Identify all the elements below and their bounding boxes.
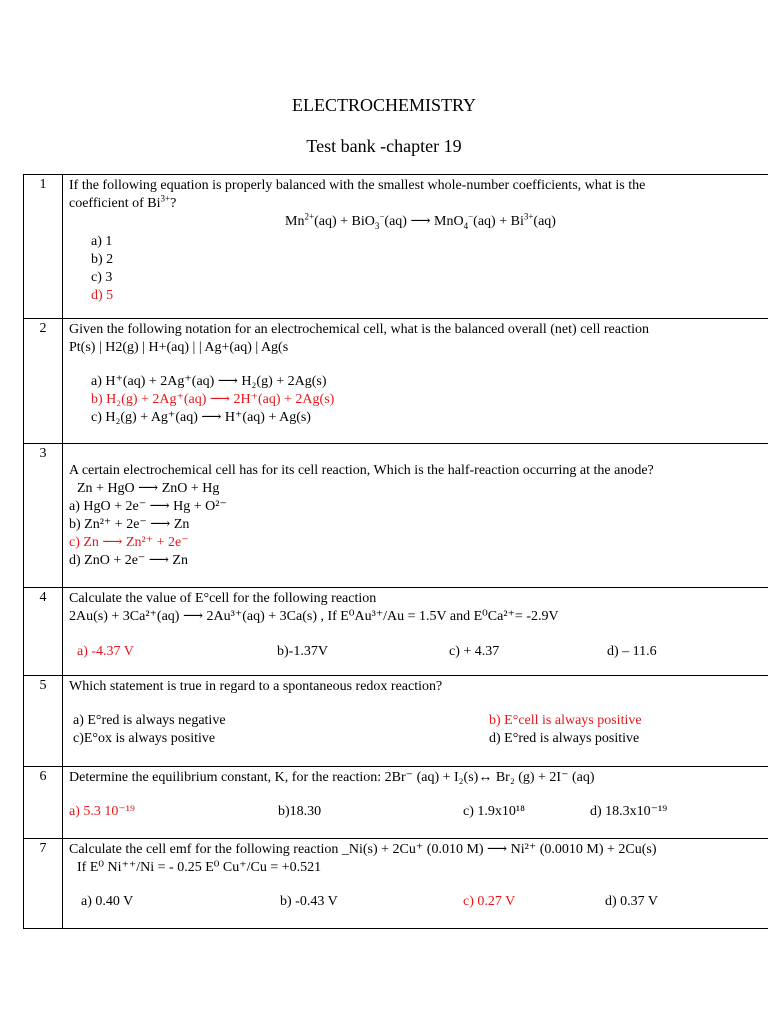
option-d: d) E°red is always positive [489, 731, 640, 746]
question-row-5 [24, 676, 768, 767]
option-a: a) H⁺(aq) + 2Ag⁺(aq) ⟶ H₂(g) + 2Ag(s) [91, 374, 327, 389]
option-b: b) -0.43 V [280, 894, 338, 909]
question-text: Determine the equilibrium constant, K, for the reaction: 2Br⁻ (aq) + I₂(s)↔ Br₂ (g) + 2I⁻ (aq) [69, 770, 595, 785]
question-row-1 [24, 175, 768, 319]
option-d: d) 0.37 V [605, 894, 659, 909]
option-b: b) 2 [91, 252, 114, 267]
question-text: Calculate the value of E°cell for the following reaction [69, 591, 377, 606]
question-number: 4 [24, 588, 63, 676]
question-number: 3 [24, 444, 63, 588]
question-number: 2 [24, 319, 63, 444]
document-title: ELECTROCHEMISTRY [291, 95, 476, 115]
given-potentials: If E⁰ Ni⁺⁺/Ni = - 0.25 E⁰ Cu⁺/Cu = +0.521 [77, 860, 322, 875]
question-text: Given the following notation for an electrochemical cell, what is the balanced overall (net) cell reaction [69, 322, 649, 337]
question-text: If the following equation is properly balanced with the smallest whole-number coefficients, what is the [69, 178, 646, 193]
option-d: d) – 11.6 [607, 644, 657, 659]
question-row-7 [24, 839, 768, 929]
question-body [63, 676, 768, 767]
option-b: b)-1.37V [277, 644, 328, 659]
question-number: 5 [24, 676, 63, 767]
question-number: 7 [24, 839, 63, 929]
option-c: c) 1.9x10¹⁸ [463, 804, 525, 819]
question-row-3 [24, 444, 768, 588]
cell-reaction: Zn + HgO ⟶ ZnO + Hg [77, 481, 220, 496]
option-a: a) 0.40 V [81, 894, 134, 909]
options [69, 803, 762, 821]
question-body [63, 839, 768, 929]
cell-notation: Pt(s) | H2(g) | H+(aq) | | Ag+(aq) | Ag(s [69, 340, 289, 355]
option-b: b)18.30 [278, 804, 322, 819]
question-table [23, 174, 768, 929]
option-c-correct: c) Zn ⟶ Zn²⁺ + 2e⁻ [69, 535, 189, 550]
question-body [63, 175, 768, 319]
option-b: b) Zn²⁺ + 2e⁻ ⟶ Zn [69, 517, 190, 532]
option-a-correct: a) -4.37 V [77, 644, 134, 659]
options [69, 373, 762, 427]
options-row-1 [69, 712, 762, 730]
option-a: a) E°red is always negative [73, 713, 226, 728]
option-c: c) 3 [91, 270, 113, 285]
question-body [63, 588, 768, 676]
option-c: c)E°ox is always positive [73, 731, 216, 746]
option-a: a) 1 [91, 234, 113, 249]
options-row-2 [69, 730, 762, 748]
option-a: a) HgO + 2e⁻ ⟶ Hg + O²⁻ [69, 499, 227, 514]
option-d: d) 18.3x10⁻¹⁹ [590, 804, 668, 819]
option-c: c) + 4.37 [449, 644, 500, 659]
equation: $Mn^{2+}(aq) + BiO_3^-(aq)$ ⟶ $MnO_4^-(aq) + Bi^{3+}(aq)$ [285, 211, 556, 231]
question-body [63, 767, 768, 839]
question-text: Calculate the cell emf for the following reaction _Ni(s) + 2Cu⁺ (0.010 M) ⟶ Ni²⁺ (0.0010 M) + 2Cu(s) [69, 842, 657, 857]
question-body [63, 319, 768, 444]
option-c: c) H₂(g) + Ag⁺(aq) ⟶ H⁺(aq) + Ag(s) [91, 410, 311, 425]
option-d-correct: d) 5 [91, 288, 114, 303]
option-c-correct: c) 0.27 V [463, 894, 516, 909]
options [69, 893, 762, 911]
question-body [63, 444, 768, 588]
options [69, 233, 762, 305]
question-text-cont: coefficient of $Bi^{3+}$? [69, 193, 177, 211]
option-b-correct: b) H₂(g) + 2Ag⁺(aq) ⟶ 2H⁺(aq) + 2Ag(s) [91, 392, 335, 407]
question-text: Which statement is true in regard to a spontaneous redox reaction? [69, 679, 443, 694]
option-b-correct: b) E°cell is always positive [489, 713, 642, 728]
question-row-4 [24, 588, 768, 676]
reaction: 2Au(s) + 3Ca²⁺(aq) ⟶ 2Au³⁺(aq) + 3Ca(s) , If E⁰Au³⁺/Au = 1.5V and E⁰Ca²⁺= -2.9V [69, 609, 559, 624]
document-subtitle: Test bank -chapter 19 [306, 136, 462, 156]
question-number: 1 [24, 175, 63, 319]
question-number: 6 [24, 767, 63, 839]
options [69, 643, 762, 661]
option-d: d) ZnO + 2e⁻ ⟶ Zn [69, 553, 188, 568]
option-a-correct: a) 5.3 10⁻¹⁹ [69, 804, 135, 819]
question-text: A certain electrochemical cell has for its cell reaction, Which is the half-reaction occurring at the anode? [69, 463, 654, 478]
question-row-2 [24, 319, 768, 444]
question-row-6 [24, 767, 768, 839]
